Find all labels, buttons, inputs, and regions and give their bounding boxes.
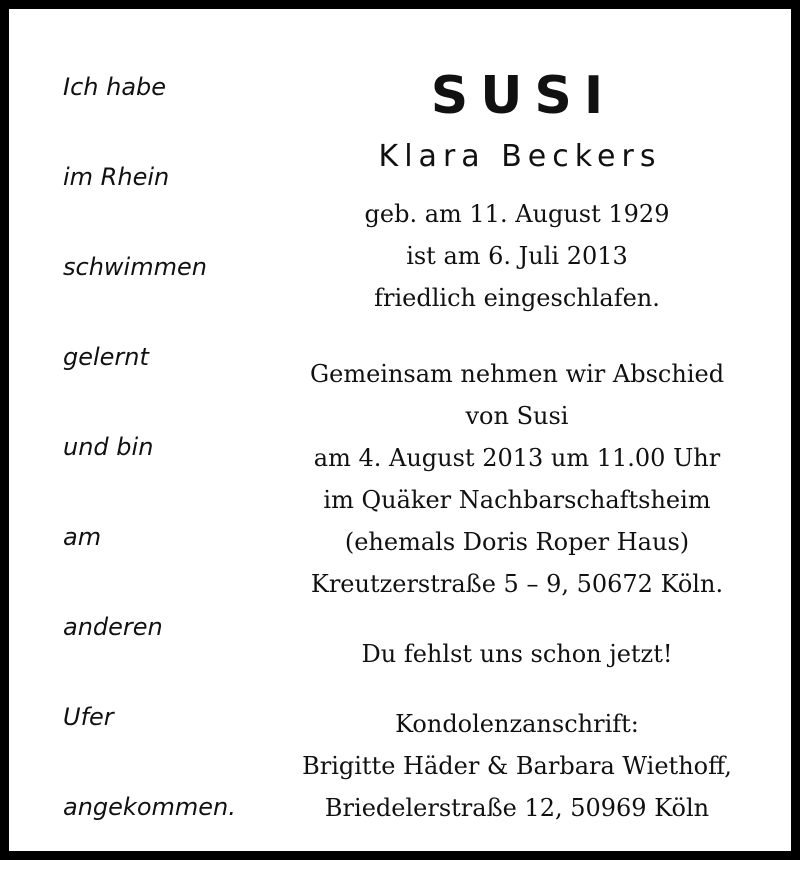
- birth-date: geb. am 11. August 1929: [364, 200, 670, 228]
- condolence-heading: Kondolenzanschrift:: [395, 710, 639, 738]
- poem-line: schwimmen: [63, 253, 207, 281]
- farewell-line: (ehemals Doris Roper Haus): [344, 528, 690, 556]
- deceased-full-name: Klara Beckers: [378, 139, 662, 174]
- poem-line: und bin: [63, 433, 154, 461]
- farewell-line: Gemeinsam nehmen wir Abschied: [309, 360, 725, 388]
- poem-line: anderen: [63, 613, 163, 641]
- condolence-address: Briedelerstraße 12, 50969 Köln: [324, 794, 710, 822]
- farewell-line: von Susi: [465, 402, 569, 430]
- poem-line: Ich habe: [63, 73, 167, 101]
- passing-note: friedlich eingeschlafen.: [374, 284, 660, 312]
- poem-line: Ufer: [63, 703, 114, 731]
- poem-line: am: [63, 523, 102, 551]
- closing-sentence: Du fehlst uns schon jetzt!: [361, 640, 673, 668]
- poem-column: [9, 9, 269, 869]
- condolence-names: Brigitte Häder & Barbara Wiethoff,: [302, 752, 732, 780]
- death-date: ist am 6. Juli 2013: [406, 242, 628, 270]
- deceased-nickname: SUSI: [430, 66, 616, 126]
- farewell-line: am 4. August 2013 um 11.00 Uhr: [313, 444, 721, 472]
- poem-line: gelernt: [63, 343, 149, 371]
- poem-line: angekommen.: [63, 793, 236, 821]
- farewell-line: Kreutzerstraße 5 – 9, 50672 Köln.: [310, 570, 724, 598]
- poem-line: im Rhein: [63, 163, 170, 191]
- farewell-line: im Quäker Nachbarschaftsheim: [323, 486, 711, 514]
